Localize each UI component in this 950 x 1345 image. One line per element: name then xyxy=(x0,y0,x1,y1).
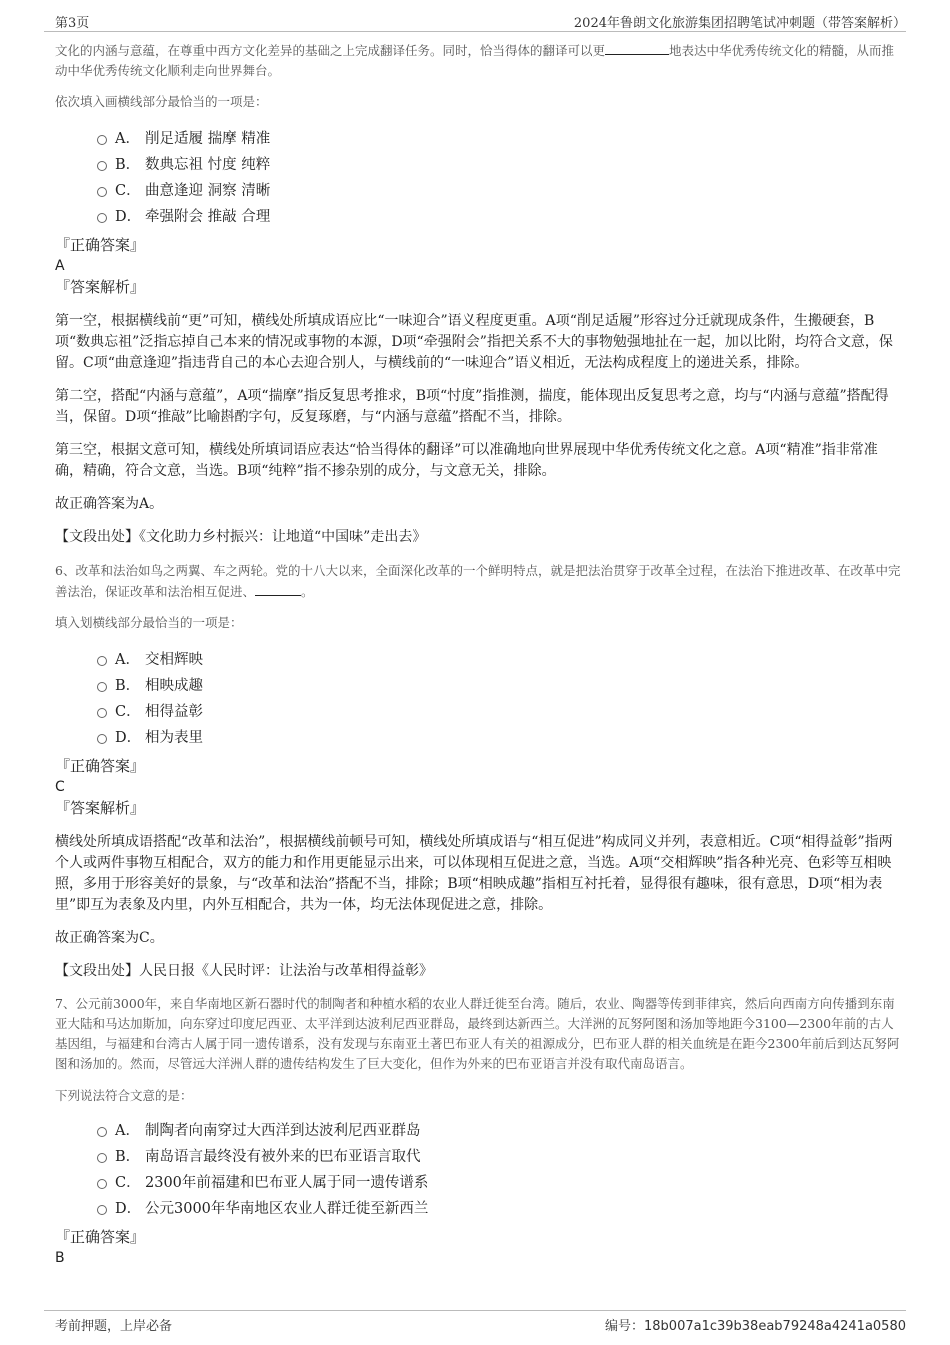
answer-heading: 『正确答案』 xyxy=(55,236,146,254)
option-a[interactable]: A． 制陶者向南穿过大西洋到达波利尼西亚群岛 xyxy=(55,1118,905,1144)
analysis-paragraph: 横线处所填成语搭配“改革和法治”，根据横线前顿号可知，横线处所填成语与“相互促进”构成同义并列，表意相近。C项“相得益彰”指两个人或两件事物互相配合，双方的能力和作用更能显示出来，可以体现相互促进之意，当选。A项“交相辉映”指各种光亮、色彩等互相映照，多用于形容美好的景象，与“改革和法治”搭配不当，排除；B项“相映成趣”指相互衬托着，显得很有趣味，很有意思，D项“相为表里”即互为表象及内里，内外互相配合，共为一体，均无法体现促进之意，排除。 xyxy=(55,834,893,913)
q6-prompt: 填入划横线部分最恰当的一项是： xyxy=(55,615,243,630)
page-number: 第3页 xyxy=(55,16,90,31)
option-d[interactable]: D． 相为表里 xyxy=(55,725,905,751)
q5-passage-post: 地表达中华优秀传统文化的精髓，从而推动中华优秀传统文化顺利走向世界舞台。 xyxy=(55,43,895,78)
option-b[interactable]: B． 相映成趣 xyxy=(55,673,905,699)
page-footer xyxy=(44,1310,906,1335)
radio-icon[interactable] xyxy=(97,708,107,718)
analysis-paragraph: 第一空，根据横线前“更”可知，横线处所填成语应比“一味迎合”语义程度更重。A项“削足适履”形容过分迁就现成条件，生搬硬套，B项“数典忘祖”泛指忘掉自己本来的情况或事物的本源，D项“牵强附会”指把关系不大的事物勉强地扯在一起，加以比附，均符合文意，保留。C项“曲意逢迎”指违背自己的本心去迎合别人，与横线前的“一味迎合”语义相近，无法构成程度上的递进关系，排除。 xyxy=(55,313,893,371)
footer-slogan: 考前押题，上岸必备 xyxy=(55,1319,173,1334)
code-value: 18b007a1c39b38eab79248a4241a0580 xyxy=(644,1319,906,1334)
source-citation: 【文段出处】人民日报《人民时评：让法治与改革相得益彰》 xyxy=(55,963,433,979)
fill-blank xyxy=(605,40,669,55)
option-c[interactable]: C． 相得益彰 xyxy=(55,699,905,725)
radio-icon[interactable] xyxy=(97,161,107,171)
option-d[interactable]: D． 牵强附会 推敲 合理 xyxy=(55,204,905,230)
radio-icon[interactable] xyxy=(97,1127,107,1137)
radio-icon[interactable] xyxy=(97,1205,107,1215)
page-header xyxy=(55,12,906,30)
source-citation: 【文段出处】《文化助力乡村振兴：让地道“中国味”走出去》 xyxy=(55,529,427,545)
q5-passage-pre: 文化的内涵与意蕴，在尊重中西方文化差异的基础之上完成翻译任务。同时，恰当得体的翻译可以更 xyxy=(55,43,606,58)
q5-prompt: 依次填入画横线部分最恰当的一项是： xyxy=(55,94,268,109)
option-c[interactable]: C． 2300年前福建和巴布亚人属于同一遗传谱系 xyxy=(55,1170,905,1196)
analysis-heading: 『答案解析』 xyxy=(55,799,146,817)
fill-blank xyxy=(255,581,301,596)
radio-icon[interactable] xyxy=(97,682,107,692)
option-c[interactable]: C． 曲意逢迎 洞察 清晰 xyxy=(55,178,905,204)
radio-icon[interactable] xyxy=(97,135,107,145)
correct-answer: C xyxy=(55,779,65,795)
radio-icon[interactable] xyxy=(97,734,107,744)
answer-heading: 『正确答案』 xyxy=(55,1228,146,1246)
q6-options xyxy=(55,647,905,751)
option-d[interactable]: D． 公元3000年华南地区农业人群迁徙至新西兰 xyxy=(55,1196,905,1222)
q5-options xyxy=(55,126,905,230)
radio-icon[interactable] xyxy=(97,656,107,666)
correct-answer: A xyxy=(55,258,65,274)
q7-stem: 7、公元前3000年，来自华南地区新石器时代的制陶者和种植水稻的农业人群迁徙至台湾。随后，农业、陶器等传到菲律宾，然后向西南方向传播到东南亚大陆和马达加斯加，向东穿过印度尼西亚、太平洋到达波利尼西亚群岛，最终到达新西兰。大洋洲的瓦努阿图和汤加等地距今3100—2300年前的古人基因组，与福建和台湾古人属于同一遗传谱系，没有发现与东南亚土著巴布亚人有关的祖源成分，巴布亚人群的相关血统是在距今2300年前后到达瓦努阿图和汤加的。然而，尽管远大洋洲人群的遗传结构发生了巨大变化，但作为外来的巴布亚语言并没有取代南岛语言。 xyxy=(55,996,900,1071)
analysis-paragraph: 第三空，根据文意可知，横线处所填词语应表达“恰当得体的翻译”可以准确地向世界展现中华优秀传统文化之意。A项“精准”指非常准确，精确，符合文意，当选。B项“纯粹”指不掺杂别的成分，与文意无关，排除。 xyxy=(55,442,878,479)
document-title: 2024年鲁朗文化旅游集团招聘笔试冲刺题（带答案解析） xyxy=(573,16,906,31)
option-b[interactable]: B． 南岛语言最终没有被外来的巴布亚语言取代 xyxy=(55,1144,905,1170)
analysis-paragraph: 第二空，搭配“内涵与意蕴”，A项“揣摩”指反复思考推求，B项“忖度”指推测，揣度，能体现出反复思考之意，均与“内涵与意蕴”搭配得当，保留。D项“推敲”比喻斟酌字句，反复琢磨，与“内涵与意蕴”搭配不当，排除。 xyxy=(55,388,889,425)
code-label: 编号： xyxy=(604,1319,644,1334)
analysis-heading: 『答案解析』 xyxy=(55,278,146,296)
q6-stem xyxy=(55,561,905,602)
page-content xyxy=(55,40,905,1268)
option-a[interactable]: A． 交相辉映 xyxy=(55,647,905,673)
radio-icon[interactable] xyxy=(97,1179,107,1189)
analysis-conclusion: 故正确答案为A。 xyxy=(55,496,164,512)
q7-options xyxy=(55,1118,905,1222)
analysis-conclusion: 故正确答案为C。 xyxy=(55,930,164,946)
radio-icon[interactable] xyxy=(97,213,107,223)
option-b[interactable]: B． 数典忘祖 忖度 纯粹 xyxy=(55,152,905,178)
q7-prompt: 下列说法符合文意的是： xyxy=(55,1088,193,1103)
document-code xyxy=(605,1315,906,1334)
q6-stem-post: 。 xyxy=(301,584,314,599)
option-a[interactable]: A． 削足适履 揣摩 精准 xyxy=(55,126,905,152)
q6-stem-pre: 6、改革和法治如鸟之两翼、车之两轮。党的十八大以来，全面深化改革的一个鲜明特点，就是把法治贯穿于改革全过程，在法治下推进改革、在改革中完善法治，保证改革和法治相互促进、 xyxy=(55,563,901,599)
q5-passage-continuation xyxy=(55,40,905,81)
header-divider xyxy=(44,31,906,32)
answer-heading: 『正确答案』 xyxy=(55,757,146,775)
radio-icon[interactable] xyxy=(97,187,107,197)
radio-icon[interactable] xyxy=(97,1153,107,1163)
correct-answer: B xyxy=(55,1250,65,1266)
